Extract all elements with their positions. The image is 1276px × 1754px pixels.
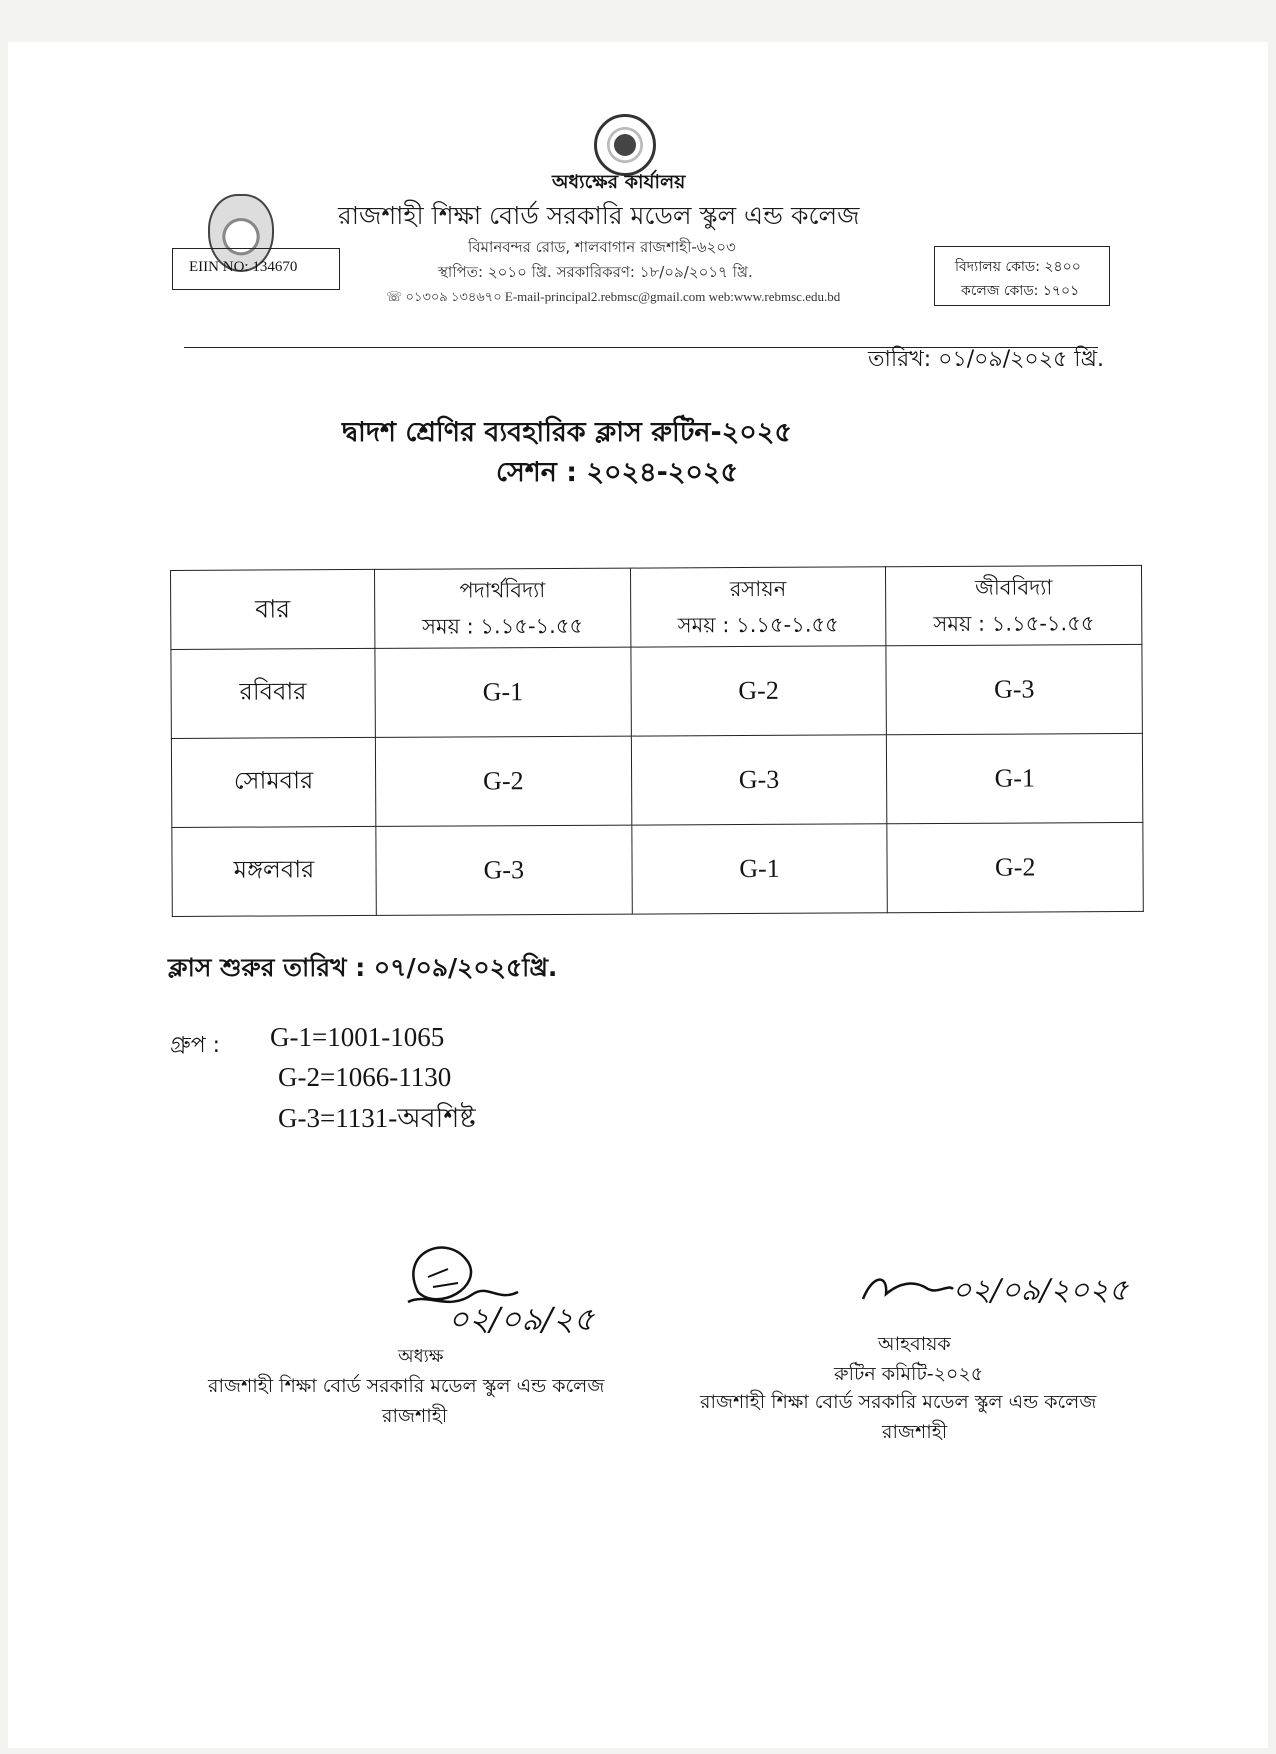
subject-header (374, 568, 630, 648)
principal-title: অধ্যক্ষ (398, 1346, 444, 1367)
group-range-2: G-2=1066-1130 (278, 1062, 452, 1092)
office-title: অধ্যক্ষের কার্যালয় (552, 171, 686, 193)
group-cell: G-1 (887, 733, 1143, 823)
convener-org: রাজশাহী শিক্ষা বোর্ড সরকারি মডেল স্কুল এন্ড কলেজ (700, 1391, 1097, 1413)
group-cell: G-3 (886, 644, 1142, 734)
table-header-row (171, 565, 1142, 649)
document-date: তারিখ: ০১/০৯/২০২৫ খ্রি. (868, 347, 1104, 372)
school-code: বিদ্যালয় কোড: ২৪০০ (955, 259, 1081, 275)
session-title: সেশন : ২০২৪-২০২৫ (496, 457, 739, 488)
contact-info: ☏ ০১৩০৯ ১৩৪৬৭০ E-mail-principal2.rebmsc@gmail.com web:www.rebmsc.edu.bd (386, 289, 841, 304)
group-cell: G-1 (375, 647, 631, 737)
college-code: কলেজ কোড: ১৭০১ (961, 283, 1080, 299)
routine-title: দ্বাদশ শ্রেণির ব্যবহারিক ক্লাস রুটিন-২০২৫ (342, 417, 792, 448)
document-page (8, 42, 1268, 1748)
establishment-info: স্থাপিত: ২০১০ খ্রি. সরকারিকরণ: ১৮/০৯/২০১৭ খ্রি. (438, 263, 753, 281)
group-cell: G-2 (887, 822, 1143, 912)
group-cell: G-3 (376, 825, 632, 915)
group-cell: G-2 (631, 646, 887, 736)
routine-committee: রুটিন কমিটি-২০২৫ (834, 1363, 984, 1385)
code-box (934, 246, 1110, 306)
subject-name: রসায়ন (729, 576, 787, 602)
eiin-box (172, 248, 340, 290)
table-row (172, 822, 1143, 916)
day-cell: রবিবার (171, 648, 375, 738)
table-row (171, 644, 1142, 738)
group-range-3: G-3=1131-অবশিষ্ট (278, 1103, 476, 1133)
principal-handwritten-date: ০২/০৯/২৫ (448, 1300, 595, 1338)
subject-header (630, 567, 886, 647)
subject-name: জীববিদ্যা (974, 575, 1053, 600)
convener-signature (858, 1264, 958, 1314)
group-range-1: G-1=1001-1065 (270, 1022, 445, 1052)
government-seal-icon (594, 114, 656, 176)
principal-org: রাজশাহী শিক্ষা বোর্ড সরকারি মডেল স্কুল এন্ড কলেজ (208, 1375, 605, 1397)
convener-title: আহবায়ক (878, 1333, 951, 1355)
subject-name: পদার্থবিদ্যা (459, 578, 546, 603)
group-cell: G-3 (631, 735, 887, 825)
routine-table (170, 565, 1144, 917)
day-cell: মঙ্গলবার (172, 826, 376, 916)
group-cell: G-2 (375, 736, 631, 826)
day-column-header: বার (171, 569, 375, 649)
subject-time: সময় : ১.১৫-১.৫৫ (933, 611, 1095, 637)
group-cell: G-1 (631, 824, 887, 914)
class-start-date: ক্লাস শুরুর তারিখ : ০৭/০৯/২০২৫খ্রি. (168, 953, 558, 982)
convener-handwritten-date: ০২/০৯/২০২৫ (952, 1273, 1129, 1308)
institution-name: রাজশাহী শিক্ষা বোর্ড সরকারি মডেল স্কুল এন্ড কলেজ (338, 201, 860, 230)
day-cell: সোমবার (171, 737, 375, 827)
principal-city: রাজশাহী (382, 1405, 448, 1427)
table-row (171, 733, 1142, 827)
subject-header (886, 565, 1142, 645)
institution-address: বিমানবন্দর রোড, শালবাগান রাজশাহী-৬২০৩ (468, 238, 736, 256)
convener-city: রাজশাহী (882, 1421, 948, 1443)
subject-time: সময় : ১.১৫-১.৫৫ (421, 613, 584, 639)
group-label: গ্রুপ : (170, 1033, 221, 1058)
eiin-number: EIIN NO: 134670 (189, 259, 298, 275)
subject-time: সময় : ১.১৫-১.৫৫ (677, 612, 839, 638)
